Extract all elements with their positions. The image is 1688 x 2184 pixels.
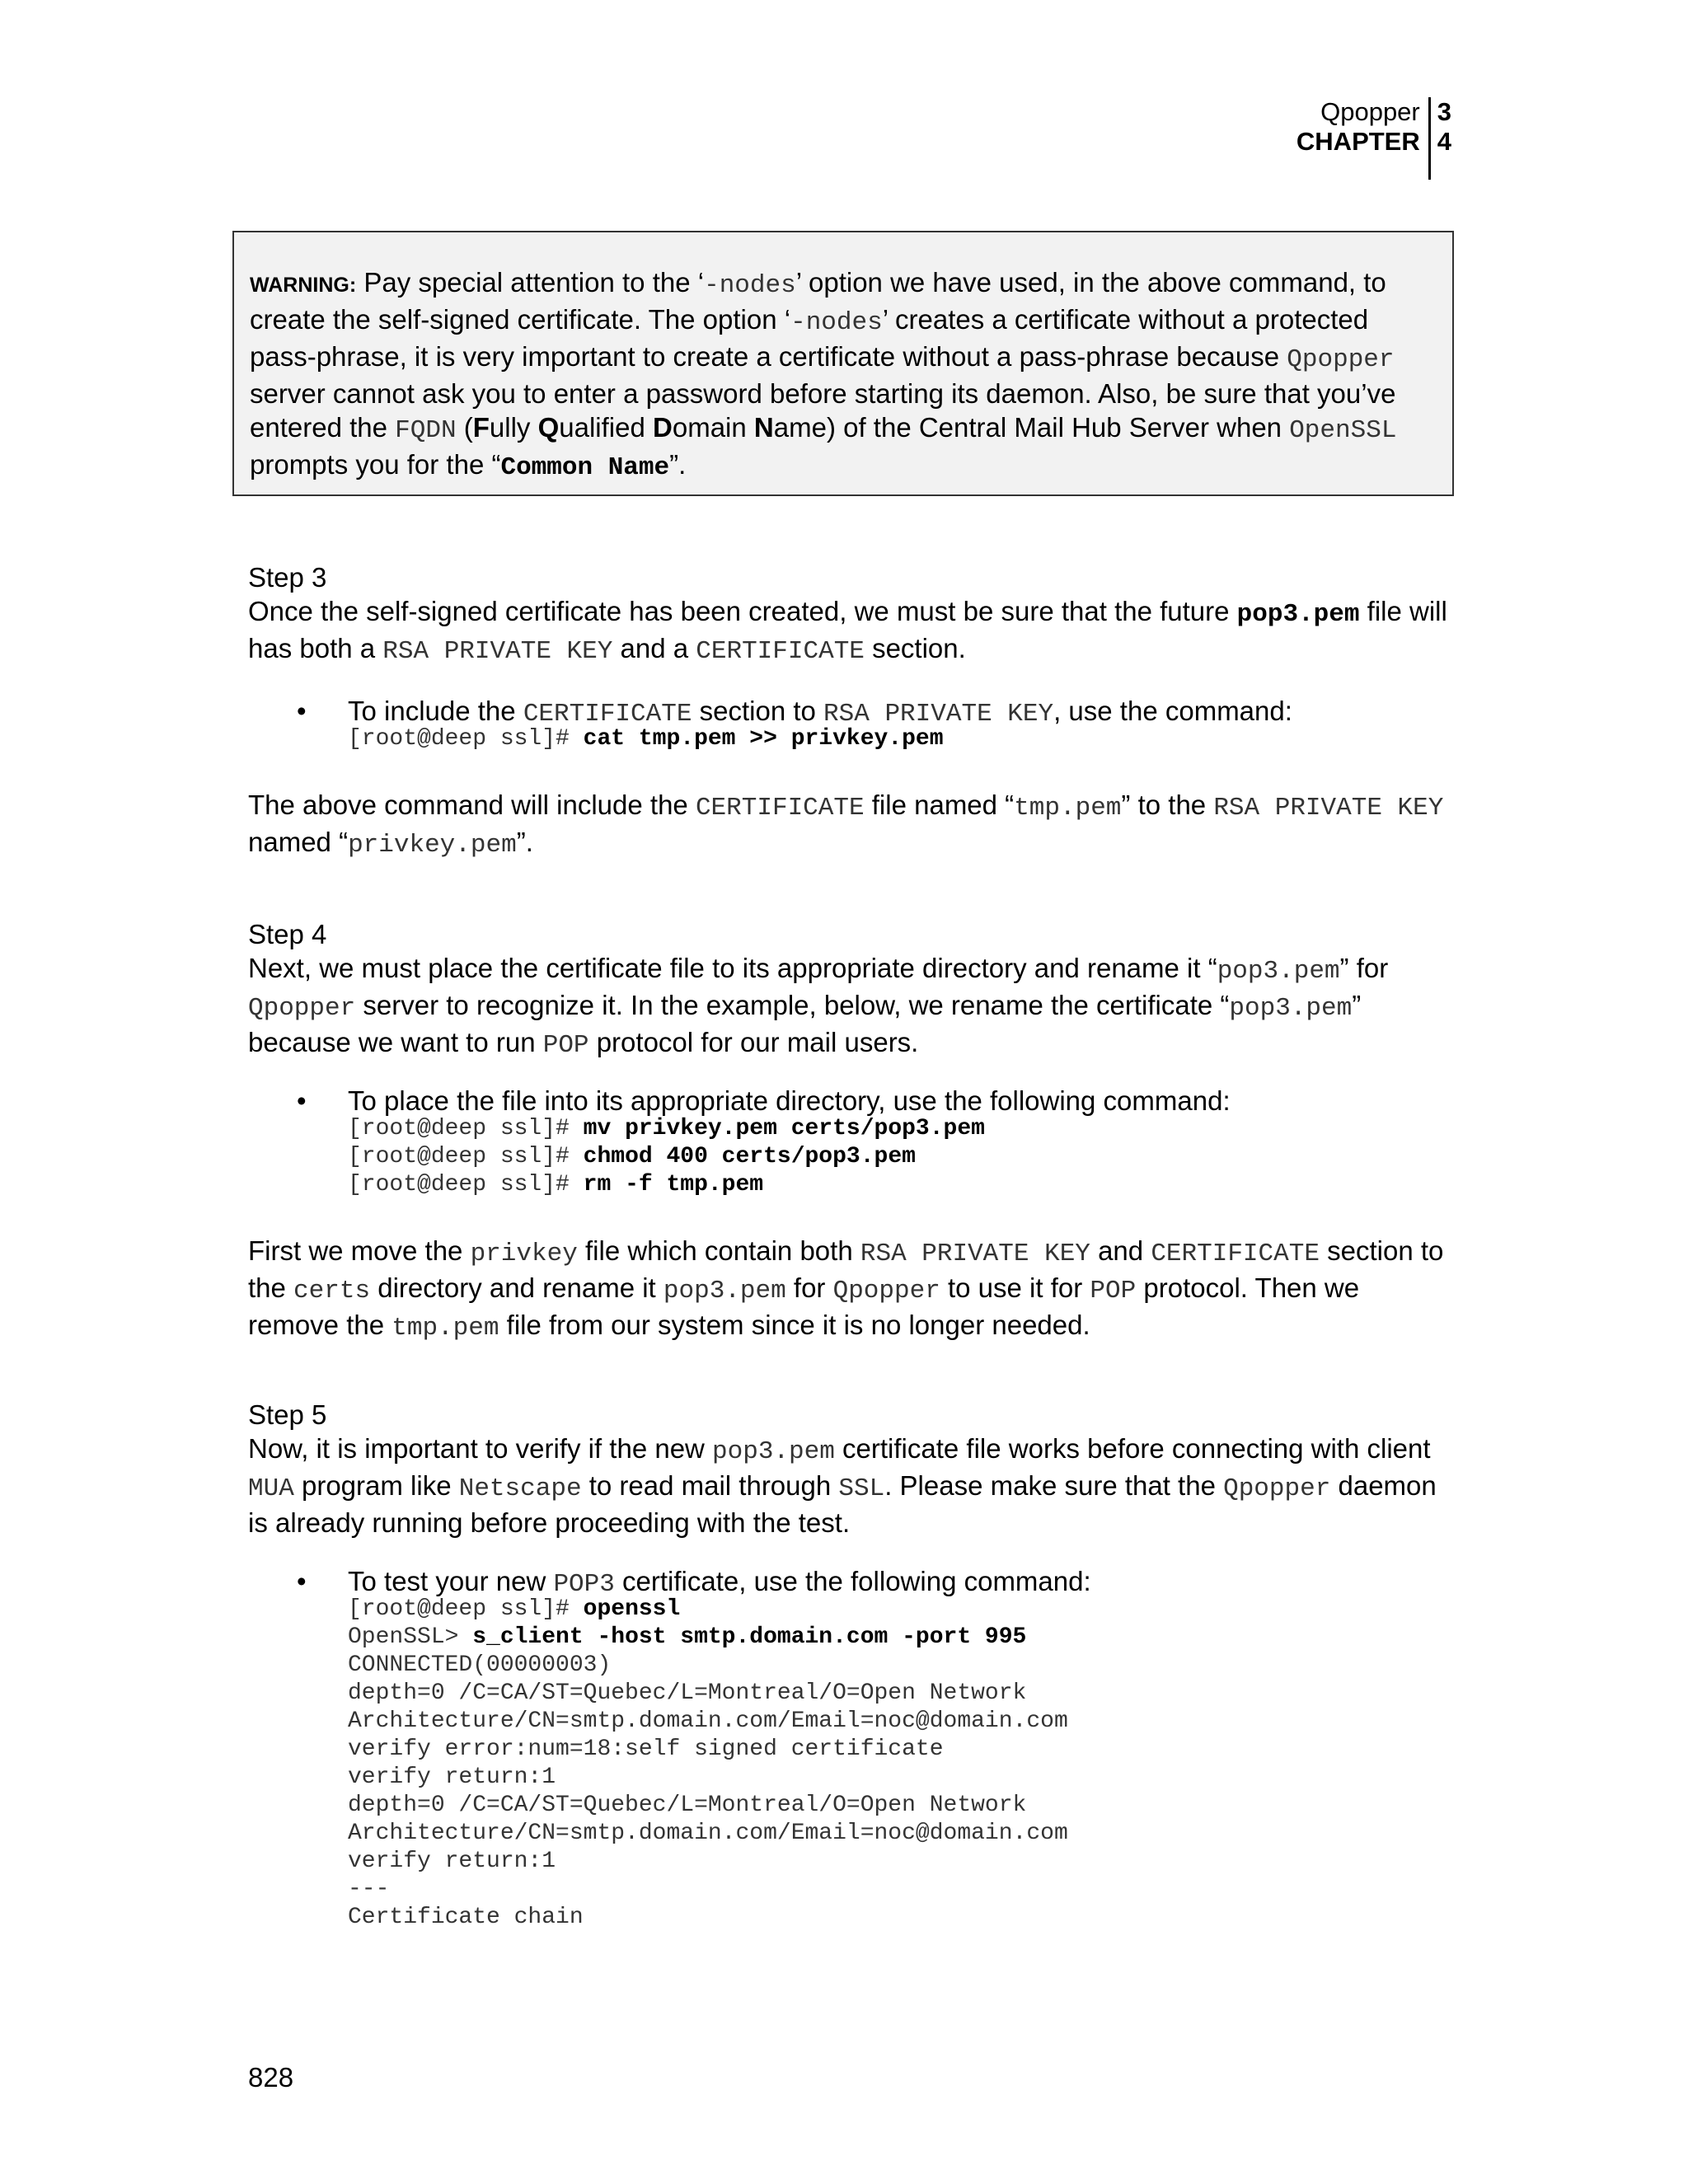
warning-acronym-letter: N <box>753 412 774 443</box>
code-line <box>348 1876 1068 1904</box>
text: named “ <box>248 827 349 857</box>
code: Netscape <box>458 1474 582 1503</box>
code-line <box>348 1596 1068 1624</box>
code: pop3.pem <box>1217 957 1340 986</box>
warning-code: FQDN <box>395 416 457 445</box>
code-line <box>348 1904 1068 1932</box>
code: CERTIFICATE <box>523 700 692 729</box>
warning-code: Qpopper <box>1287 345 1395 374</box>
code-line <box>348 1736 1068 1764</box>
text: to use it for <box>940 1272 1090 1303</box>
code: tmp.pem <box>392 1314 499 1343</box>
code-line <box>348 1624 1068 1652</box>
warning-text: ( <box>456 412 473 443</box>
warning-text: ualified <box>559 412 654 443</box>
warning-acronym-letter: F <box>472 412 490 443</box>
code-line <box>348 1680 1068 1708</box>
code: RSA PRIVATE KEY <box>382 637 613 666</box>
text: section to the <box>248 1235 1444 1303</box>
step3-title: Step 3 <box>248 562 327 593</box>
code: RSA PRIVATE KEY <box>1213 794 1444 823</box>
header-num-1: 3 <box>1437 97 1451 126</box>
code: Qpopper <box>248 994 356 1023</box>
text: Now, it is important to verify if the new <box>248 1433 713 1464</box>
code-line <box>348 1652 1068 1680</box>
text: protocol. Then we remove the <box>248 1272 1360 1340</box>
code-prompt: [root@deep ssl]# <box>348 726 584 752</box>
text: The above command will include the <box>248 790 696 820</box>
text: section to <box>692 696 824 726</box>
code-command: s_client -host smtp.domain.com -port 995 <box>472 1624 1027 1650</box>
header-chapter-numbers <box>1428 97 1451 180</box>
step5-code-block <box>348 1596 1068 1932</box>
text: Next, we must place the certificate file to its appropriate directory and rename it “ <box>248 953 1217 983</box>
code-output: CONNECTED(00000003) <box>348 1652 612 1678</box>
code: RSA PRIVATE KEY <box>860 1240 1090 1268</box>
warning-text: ’ option we have used, in the above command, to create the self-signed certificate. The option ‘ <box>250 267 1386 335</box>
warning-text: prompts you for the “ <box>250 449 501 480</box>
warning-code-bold: Common Name <box>500 453 670 482</box>
code-line <box>348 1792 1068 1820</box>
code-output: Architecture/CN=smtp.domain.com/Email=noc@domain.com <box>348 1821 1068 1846</box>
step3-section <box>248 560 1451 668</box>
warning-text: ”. <box>669 449 687 480</box>
warning-code: -nodes <box>704 271 796 300</box>
step5-title: Step 5 <box>248 1399 327 1430</box>
text: certificate, use the following command: <box>614 1566 1091 1596</box>
code: RSA PRIVATE KEY <box>823 700 1054 729</box>
code: SSL <box>838 1474 885 1503</box>
bullet-text: To place the file into its appropriate directory, use the following command: <box>348 1085 1231 1116</box>
code-prompt: OpenSSL> <box>348 1624 473 1650</box>
code-output: Architecture/CN=smtp.domain.com/Email=noc@domain.com <box>348 1708 1068 1734</box>
step4-code-block <box>348 1115 985 1199</box>
code-command: mv privkey.pem certs/pop3.pem <box>583 1116 985 1141</box>
text: . Please make sure that the <box>884 1470 1224 1501</box>
step4-section <box>248 917 1451 1062</box>
step4-title: Step 4 <box>248 919 327 949</box>
code-line <box>348 1171 985 1199</box>
warning-acronym-letter: Q <box>537 412 560 443</box>
text: ”. <box>516 827 533 857</box>
step5-paragraph <box>248 1432 1451 1540</box>
code-line <box>348 1115 985 1143</box>
text: server to recognize it. In the example, below, we rename the certificate “ <box>355 990 1230 1020</box>
code: pop3.pem <box>1229 994 1353 1023</box>
code-output: verify return:1 <box>348 1765 556 1790</box>
step4-after-text <box>248 1234 1451 1345</box>
text: Once the self-signed certificate has been created, we must be sure that the future <box>248 596 1237 626</box>
text: file which contain both <box>577 1235 860 1266</box>
text: certificate file works before connecting with client <box>834 1433 1431 1464</box>
code-command: openssl <box>583 1596 681 1622</box>
step3-code-block <box>348 725 944 753</box>
code: tmp.pem <box>1014 794 1122 823</box>
code-line <box>348 1820 1068 1848</box>
code: certs <box>293 1277 371 1305</box>
code-line <box>348 725 944 753</box>
code-command: cat tmp.pem >> privkey.pem <box>583 726 944 752</box>
warning-text: omain <box>672 412 754 443</box>
code-output: depth=0 /C=CA/ST=Quebec/L=Montreal/O=Open Network <box>348 1680 1027 1706</box>
code-line <box>348 1848 1068 1876</box>
warning-text: ame) of the Central Mail Hub Server when <box>773 412 1290 443</box>
bullet-dot: • <box>297 1085 307 1116</box>
text: directory and rename it <box>370 1272 663 1303</box>
warning-code: -nodes <box>790 308 883 337</box>
code-prompt: [root@deep ssl]# <box>348 1172 584 1197</box>
header-chapter-label: CHAPTER <box>1296 127 1420 156</box>
warning-text: Pay special attention to the ‘ <box>356 267 705 298</box>
code-command: rm -f tmp.pem <box>583 1172 764 1197</box>
code-line <box>348 1143 985 1171</box>
warning-text: server cannot ask you to enter a password before starting its daemon. Also, be sure that you’ve entered the <box>250 378 1396 443</box>
warning-text: ’ creates a certificate without a protected pass-phrase, it is very important to create a certificate without a pass-phrase because <box>250 304 1369 372</box>
text: To test your new <box>348 1566 554 1596</box>
text: for <box>785 1272 833 1303</box>
code-line <box>348 1708 1068 1736</box>
code: MUA <box>248 1474 294 1503</box>
text: file named “ <box>864 790 1015 820</box>
code: pop3.pem <box>663 1277 786 1305</box>
code-bold: pop3.pem <box>1236 600 1360 629</box>
step3-after-paragraph <box>248 788 1451 862</box>
code-prompt: [root@deep ssl]# <box>348 1116 584 1141</box>
page-number: 828 <box>248 2062 294 2093</box>
code-line <box>348 1764 1068 1792</box>
text: ” for <box>1339 953 1389 983</box>
text: and a <box>612 633 696 663</box>
warning-code: OpenSSL <box>1289 416 1397 445</box>
code: privkey.pem <box>348 831 517 860</box>
step4-paragraph <box>248 951 1451 1062</box>
text: , use the command: <box>1053 696 1292 726</box>
text: To include the <box>348 696 523 726</box>
header-labels <box>1296 97 1428 180</box>
code-output: verify error:num=18:self signed certificate <box>348 1736 944 1762</box>
step3-after-text <box>248 788 1451 862</box>
code: privkey <box>470 1240 578 1268</box>
warning-label: WARNING: <box>250 274 357 297</box>
code-output: --- <box>348 1877 390 1902</box>
text: First we move the <box>248 1235 471 1266</box>
header-title: Qpopper <box>1320 97 1420 126</box>
bullet-dot: • <box>297 696 307 726</box>
code: CERTIFICATE <box>1151 1240 1320 1268</box>
warning-acronym-letter: D <box>653 412 673 443</box>
code-output: depth=0 /C=CA/ST=Quebec/L=Montreal/O=Open Network <box>348 1793 1027 1818</box>
text: to read mail through <box>581 1470 839 1501</box>
code: pop3.pem <box>712 1437 835 1466</box>
code: POP <box>542 1031 589 1060</box>
code-prompt: [root@deep ssl]# <box>348 1144 584 1169</box>
text: protocol for our mail users. <box>588 1027 919 1057</box>
step4-after-paragraph <box>248 1234 1451 1345</box>
code-output: verify return:1 <box>348 1849 556 1874</box>
bullet-dot: • <box>297 1566 307 1596</box>
text: ” because we want to run <box>248 990 1362 1057</box>
text: file from our system since it is no longer needed. <box>499 1310 1090 1340</box>
text: daemon is already running before proceeding with the test. <box>248 1470 1437 1538</box>
code: CERTIFICATE <box>696 637 865 666</box>
text: file will has both a <box>248 596 1447 663</box>
header-num-2: 4 <box>1437 127 1451 156</box>
code-output: Certificate chain <box>348 1905 584 1930</box>
text: ” to the <box>1121 790 1214 820</box>
warning-box <box>232 231 1454 496</box>
code: POP <box>1090 1277 1137 1305</box>
step5-section <box>248 1398 1451 1540</box>
code-command: chmod 400 certs/pop3.pem <box>583 1144 916 1169</box>
code: Qpopper <box>1223 1474 1331 1503</box>
code-prompt: [root@deep ssl]# <box>348 1596 584 1622</box>
code: CERTIFICATE <box>695 794 865 823</box>
running-header <box>1296 97 1451 180</box>
text: section. <box>864 633 966 663</box>
text: and <box>1090 1235 1151 1266</box>
code: POP3 <box>553 1570 615 1599</box>
code: Qpopper <box>832 1277 940 1305</box>
warning-text: ully <box>489 412 538 443</box>
text: program like <box>293 1470 459 1501</box>
step3-paragraph <box>248 594 1451 668</box>
